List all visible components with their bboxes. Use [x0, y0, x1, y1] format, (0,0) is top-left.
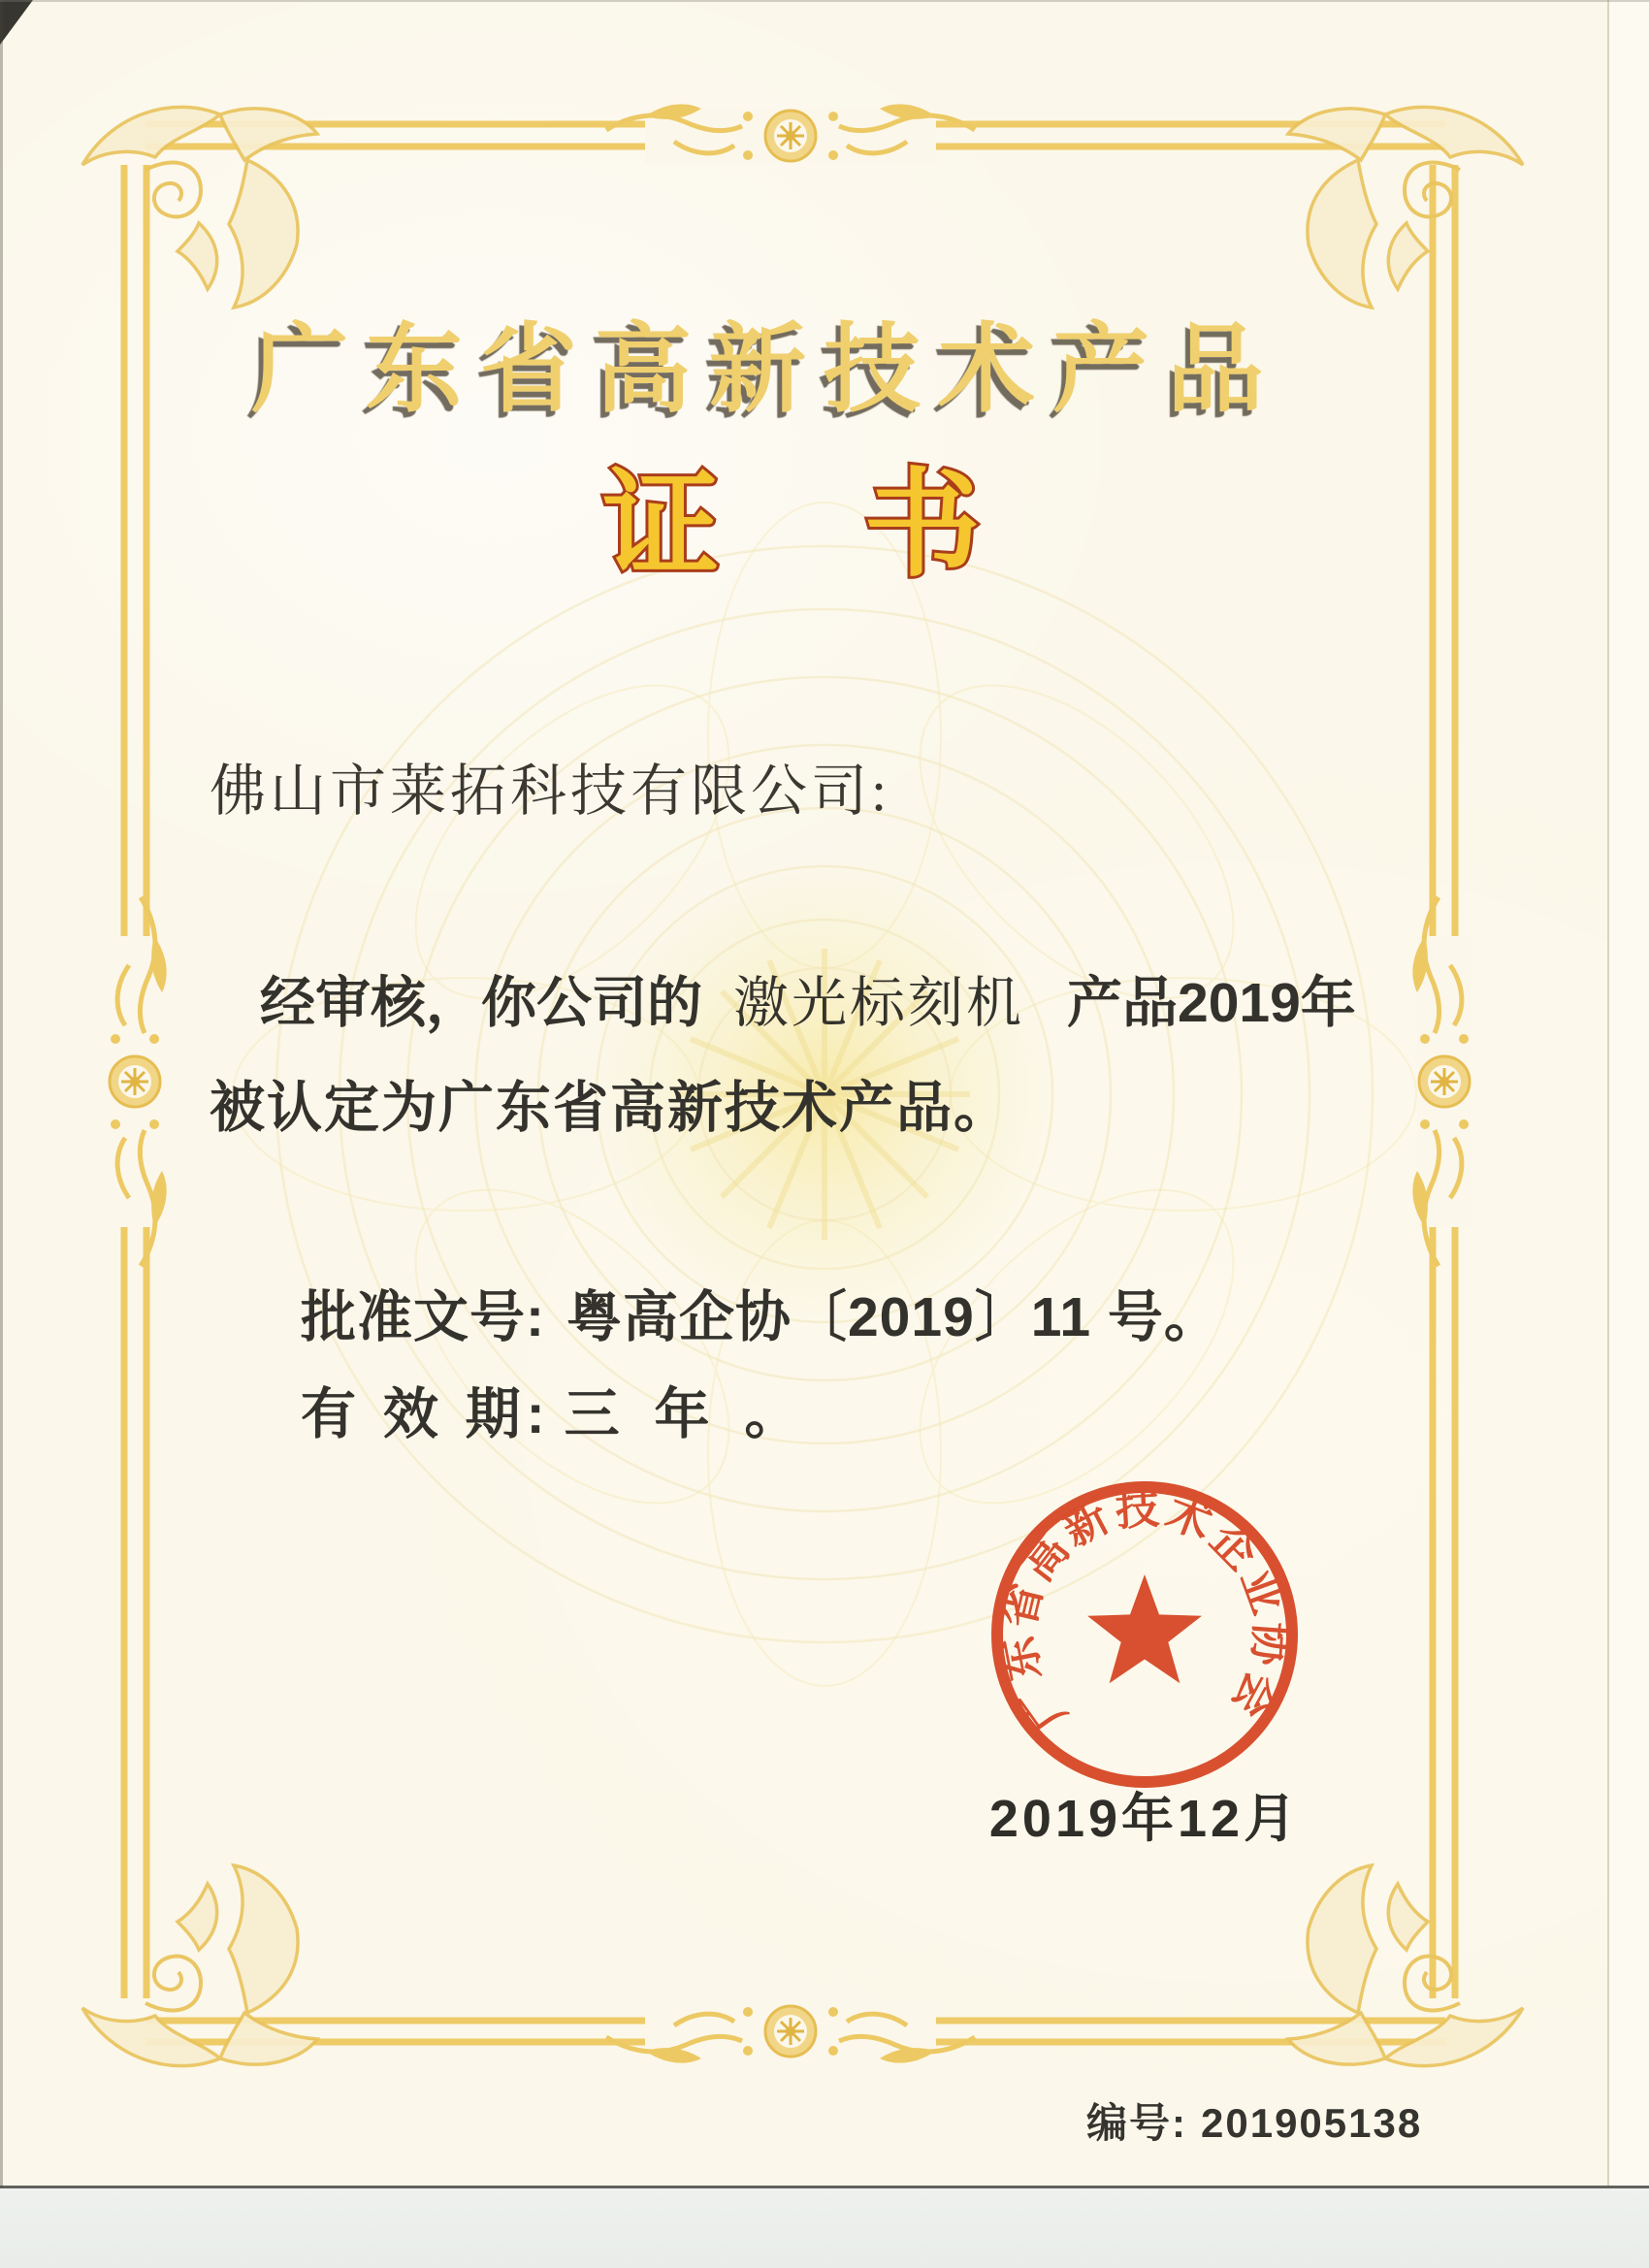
recipient-company: 佛山市莱拓科技有限公司: — [210, 760, 891, 823]
seal-star-icon — [1087, 1574, 1202, 1683]
certificate-title: 广东省高新技术产品 — [251, 315, 1281, 424]
approval-line — [301, 1273, 1220, 1352]
serial-line — [1086, 2091, 1474, 2150]
serial-number: 201905138 — [1201, 2100, 1423, 2146]
approval-value: 粤高企协〔2019〕11 号。 — [566, 1286, 1220, 1348]
scan-left-edge — [0, 0, 3, 2187]
serial-label: 编号: — [1086, 2100, 1187, 2146]
right-border-medallion — [1412, 897, 1471, 1266]
body-line1-prefix: 经审核，你公司的 — [260, 972, 702, 1034]
corner-ornament-bottom-right — [1288, 1865, 1523, 2066]
approval-label: 批准文号: — [301, 1286, 545, 1348]
bottom-border-medallion — [606, 2004, 975, 2063]
certificate-subtitle: 证 书 — [602, 460, 1037, 590]
product-name: 激光标刻机 — [733, 973, 1024, 1034]
validity-value: 三 年 。 — [564, 1383, 810, 1445]
body-line-1 — [260, 958, 1356, 1038]
corner-ornament-bottom-left — [82, 1865, 317, 2066]
seal-text: 广东省高新技术企业协会 — [992, 1482, 1297, 1740]
issue-date: 2019年12月 — [988, 1790, 1301, 1848]
body-line1-suffix: 产品2019年 — [1067, 972, 1356, 1034]
validity-label: 有 效 期: — [301, 1383, 551, 1445]
scan-top-edge — [0, 0, 1649, 2]
top-border-medallion — [606, 104, 975, 163]
scan-corner-artifact — [0, 0, 33, 45]
validity-line — [301, 1370, 809, 1449]
left-border-medallion — [108, 897, 167, 1266]
scanner-background-strip — [0, 2186, 1649, 2268]
body-line-2: 被认定为广东省高新技术产品。 — [210, 1077, 1011, 1139]
certificate-subtitle-art — [0, 427, 1639, 611]
corner-ornament-top-right — [1288, 107, 1523, 308]
corner-ornament-top-left — [82, 107, 317, 308]
official-seal — [980, 1470, 1310, 1799]
